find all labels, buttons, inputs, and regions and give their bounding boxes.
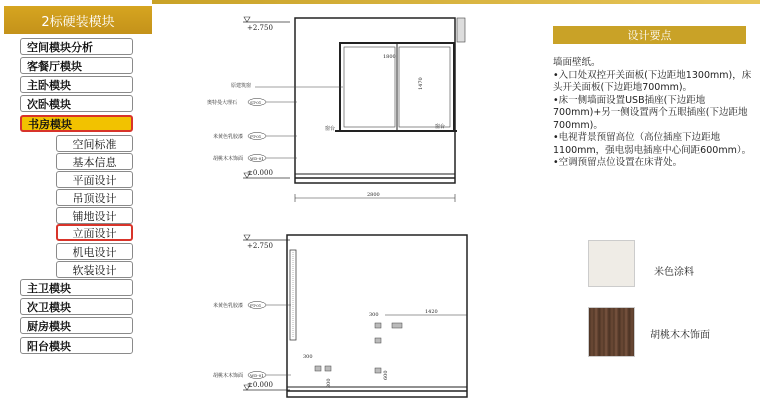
design-points-text	[553, 57, 753, 170]
nav-item-living-dining[interactable]: 客餐厅模块	[20, 57, 133, 74]
sub-item-basic-info[interactable]: 基本信息	[56, 153, 133, 170]
sub-item-mep-design[interactable]: 机电设计	[56, 243, 133, 260]
elevation-drawing-bottom	[195, 230, 485, 401]
design-line: •电视背景预留高位（高位插座下边距地1100mm，强电弱电插座中心间距600mm）。	[553, 132, 752, 156]
sub-item-soft-furnishing[interactable]: 软装设计	[56, 261, 133, 278]
dim-300c: 300	[326, 378, 332, 388]
sill-label-right: 窗台	[435, 124, 446, 130]
tag-st01: ST-01	[250, 100, 262, 105]
nav-item-kitchen[interactable]: 厨房模块	[20, 317, 133, 334]
bottom-tag-pt01: PT-01	[250, 303, 262, 308]
nav-item-master-bedroom[interactable]: 主卧模块	[20, 76, 133, 93]
bottom-floor-level-mark: ±0.000	[247, 381, 273, 389]
label-beige-paint: 米黄色乳胶漆	[213, 134, 244, 140]
tag-pt01: PT-01	[250, 134, 262, 139]
dim-1420: 1420	[425, 309, 438, 315]
nav-item-master-bath[interactable]: 主卫模块	[20, 279, 133, 296]
nav-item-space-analysis[interactable]: 空间模块分析	[20, 38, 133, 55]
sill-label-left: 窗台	[325, 126, 336, 132]
floor-level-mark: ±0.000	[247, 169, 273, 177]
sidebar-header: 2标硬装模块	[4, 6, 152, 34]
sub-item-floor-design[interactable]: 铺地设计	[56, 207, 133, 224]
nav-item-second-bedroom[interactable]: 次卧模块	[20, 95, 133, 112]
wall-width-dim: 2800	[367, 192, 380, 198]
label-original-window: 原建筑窗	[231, 83, 252, 89]
material-swatch-beige-paint	[588, 240, 635, 287]
sub-item-space-standard[interactable]: 空间标准	[56, 135, 133, 152]
dim-300b: 300	[303, 354, 313, 360]
sub-item-elevation-design[interactable]: 立面设计	[56, 224, 133, 241]
bottom-top-level-mark: +2.750	[247, 242, 273, 250]
elevation-drawing-top	[195, 10, 475, 205]
window-height-dim: 1470	[418, 77, 424, 90]
design-line: •床一侧墙面设置USB插座(下边距地700mm)+另一侧设置两个五眼插座(下边距地700mm)。	[553, 94, 748, 131]
sub-item-plan-design[interactable]: 平面设计	[56, 171, 133, 188]
bottom-tag-wd01: WD-01	[250, 373, 264, 378]
design-line: 墙面壁纸。	[553, 57, 601, 68]
top-accent-stripe	[152, 0, 760, 4]
top-level-mark: +2.750	[247, 24, 273, 32]
design-line: •空调预留点位设置在床背处。	[553, 157, 683, 168]
material-label-walnut: 胡桃木木饰面	[650, 330, 710, 341]
dim-600: 600	[383, 370, 389, 380]
bottom-label-beige-paint: 米黄色乳胶漆	[213, 303, 244, 309]
tag-wd01: WD-01	[250, 156, 264, 161]
label-walnut: 胡桃木木饰面	[213, 156, 244, 162]
window-width-dim: 1800	[383, 54, 396, 60]
nav-item-second-bath[interactable]: 次卫模块	[20, 298, 133, 315]
design-points-header: 设计要点	[553, 26, 746, 44]
nav-item-study[interactable]: 书房模块	[20, 115, 133, 132]
bottom-label-walnut: 胡桃木木饰面	[213, 373, 244, 379]
material-swatch-walnut	[588, 307, 635, 357]
label-marble: 奥特曼大理石	[207, 100, 238, 106]
sub-item-ceiling-design[interactable]: 吊顶设计	[56, 189, 133, 206]
design-line: •入口处双控开关面板(下边距地1300mm)，床头开关面板(下边距地700mm)。	[553, 69, 752, 93]
material-label-beige-paint: 米色涂料	[654, 267, 694, 278]
nav-item-balcony[interactable]: 阳台模块	[20, 337, 133, 354]
dim-300a: 300	[369, 312, 379, 318]
